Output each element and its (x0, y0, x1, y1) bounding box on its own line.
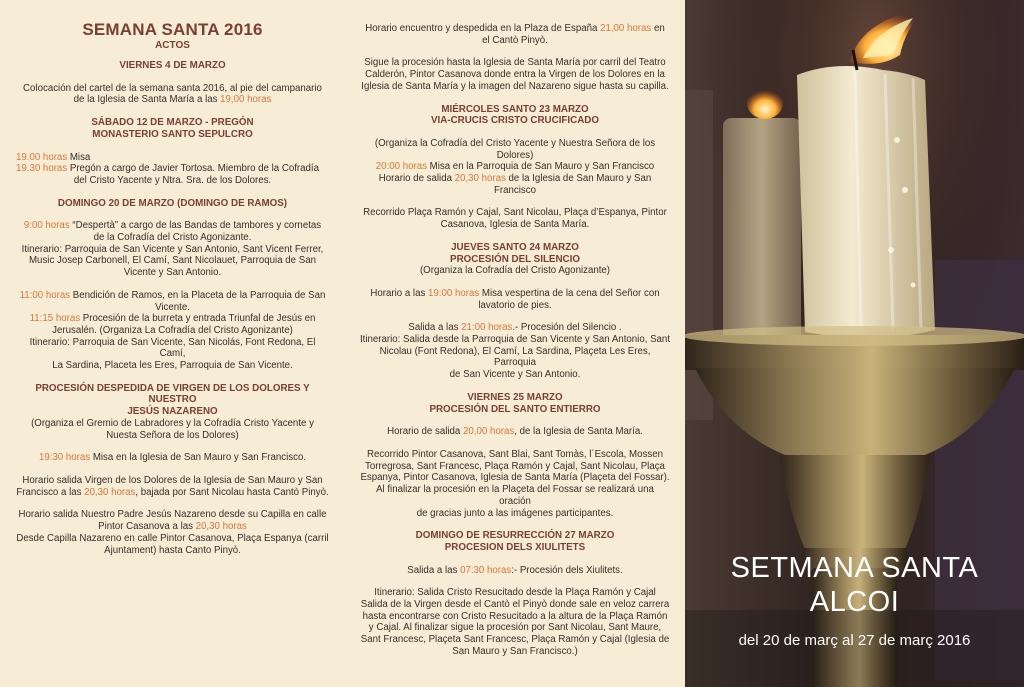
text-segment: .- Procesión del Silencio . (512, 322, 622, 334)
para-gap (359, 196, 671, 207)
event-paragraph (359, 288, 671, 311)
text-line (16, 337, 329, 360)
time-highlight: 19:30 horas (38, 452, 91, 464)
section-gap (359, 381, 671, 392)
text-line (359, 81, 671, 93)
event-heading: VIERNES 4 DE MARZO (119, 60, 226, 71)
text-line (16, 244, 329, 256)
text-line (359, 426, 671, 438)
text-segment: (Organiza el Gremio de Labradores y la Cofradía Cristo Yacente y (31, 417, 314, 429)
event-paragraph (359, 265, 671, 277)
event-heading: SÁBADO 12 DE MARZO - PREGÓN (91, 117, 254, 129)
event-paragraph (359, 565, 671, 577)
text-segment: Itinerario: Salida desde la Parroquia de San Vicente y San Antonio, Sant (359, 334, 671, 346)
time-highlight: 20,00 horas (463, 426, 515, 438)
photo-dates: del 20 de març al 27 de març 2016 (738, 632, 971, 649)
text-line (16, 83, 329, 95)
section-gap (359, 231, 671, 242)
event-section (16, 372, 329, 556)
text-line (359, 300, 671, 312)
event-paragraph (359, 23, 671, 46)
text-segment: lavatorio de pies. (478, 299, 552, 311)
event-heading: PROCESIÓN DESPEDIDA DE VIRGEN DE LOS DOLORES Y NUESTRO (35, 382, 310, 406)
text-segment: Misa en la Iglesia de San Mauro y San Francisco. (90, 452, 307, 464)
brochure-subtitle: ACTOS (155, 40, 190, 51)
event-section (359, 231, 671, 381)
text-line (359, 634, 671, 646)
text-segment: Casanova, Iglesia de Santa María. (440, 219, 590, 231)
text-segment: de San Vicente y San Antonio. (449, 369, 581, 381)
text-line (16, 521, 329, 533)
text-segment: Itinerario: Parroquia de San Vicente y San Antonio, Sant Vicent Ferrer, (21, 243, 324, 255)
para-gap (16, 464, 329, 475)
text-segment: Misa (67, 151, 91, 163)
text-line (359, 334, 671, 346)
text-line (359, 587, 671, 599)
text-segment: de la Iglesia de San Mauro y San Francisco (494, 173, 652, 196)
text-segment: Vicente. (155, 301, 190, 313)
event-paragraph (359, 57, 671, 92)
time-highlight: 19:00 horas (428, 287, 480, 299)
text-segment: y Cajal. Al finalizar sigue la procesión por Sant Nicolau, Sant Maure, (368, 622, 662, 634)
text-segment: del Cristo Yacente y Ntra. Sra. de los Dolores. (73, 174, 272, 186)
time-highlight: 9:00 horas (23, 220, 70, 232)
time-highlight: 19.30 horas (16, 163, 68, 175)
text-segment: Bendición de Ramos, en la Placeta de la Parroquia de San (70, 289, 326, 301)
para-gap (16, 141, 329, 152)
text-line (359, 138, 671, 161)
text-segment: Desde Capilla Nazareno en calle Pintor Casanova, Plaça Espanya (carril (16, 532, 329, 544)
event-section (359, 23, 671, 93)
text-segment: Nicolau (Font Redona), El Camí, La Sardina, Plaçeta Les Eres, Parroquia (379, 345, 651, 369)
text-segment: Procesión de la burreta y entrada Triunfal de Jesús en (80, 313, 316, 325)
text-segment: Recorrido Plaça Ramón y Cajal, Sant Nicolau, Plaça d’Espanya, Pintor (363, 207, 667, 219)
text-segment: “Despertà” a cargo de las Bandas de tambores y cornetas (69, 220, 322, 232)
text-line (16, 418, 329, 430)
text-segment: de la Iglesia de Santa María a las (73, 94, 221, 106)
para-gap (359, 415, 671, 426)
text-line (16, 94, 329, 106)
event-paragraph (16, 452, 329, 464)
text-line (359, 219, 671, 231)
text-line (16, 452, 329, 464)
event-paragraph (359, 587, 671, 657)
text-line (16, 302, 329, 314)
text-segment: (Organiza la Cofradía del Cristo Agonizante) (419, 265, 611, 277)
middle-sections (359, 23, 671, 658)
section-gap (16, 106, 329, 117)
text-line (359, 35, 671, 47)
para-gap (359, 576, 671, 587)
event-paragraph (359, 322, 671, 381)
photo-title-line1: SETMANA SANTA (730, 552, 979, 584)
para-gap (359, 277, 671, 288)
text-line (359, 173, 671, 196)
event-heading: MONASTERIO SANTO SEPULCRO (92, 128, 253, 140)
text-segment: Horario a las (370, 287, 429, 299)
text-segment: Vicente y San Antonio. (123, 267, 222, 279)
text-line (16, 475, 329, 487)
middle-column (343, 0, 685, 687)
text-line (16, 360, 329, 372)
section-gap (16, 372, 329, 383)
event-paragraph (16, 175, 329, 187)
event-section (359, 381, 671, 519)
text-segment: Salida a las (408, 322, 462, 334)
text-line (359, 207, 671, 219)
event-paragraph (16, 83, 329, 106)
time-highlight: 11:15 horas (29, 313, 81, 325)
text-segment: hasta encontrarse con Cristo Resucitado a la altura de la Plaça Ramón (362, 610, 668, 622)
text-line (359, 57, 671, 69)
text-segment: :- Procesión dels Xiulitets. (511, 564, 623, 576)
event-paragraph (16, 290, 329, 372)
text-line (16, 430, 329, 442)
para-gap (359, 554, 671, 565)
event-heading: DOMINGO DE RESURRECCIÓN 27 MARZO (415, 530, 615, 542)
candle-photo (685, 0, 1024, 687)
text-line (16, 313, 329, 325)
text-segment: Sant Francesc, Plaçeta Sant Francesc, Plaça Ramón y Cajal (Iglesia de (360, 634, 670, 646)
text-segment: en (651, 23, 665, 34)
text-segment: Ajuntament) hasta Canto Pinyò. (104, 544, 241, 556)
event-paragraph (359, 449, 671, 519)
event-heading: DOMINGO 20 DE MARZO (DOMINGO DE RAMOS) (57, 197, 288, 209)
text-segment: Horario encuentro y despedida en la Plaza de España (365, 23, 601, 34)
event-section (359, 519, 671, 657)
text-line (359, 161, 671, 173)
text-line (359, 565, 671, 577)
text-segment: Misa vespertina de la cena del Señor con (479, 287, 660, 299)
event-paragraph (359, 426, 671, 438)
para-gap (359, 46, 671, 57)
text-segment: Pregón a cargo de Javier Tortosa. Miembro de la Cofradía (67, 163, 319, 175)
time-highlight: 21:00 horas (461, 322, 513, 334)
text-segment: Sigue la procesión hasta la Iglesia de Santa María por carril del Teatro (364, 57, 666, 69)
time-highlight: 11:00 horas (19, 289, 71, 301)
text-line (359, 346, 671, 369)
text-line (359, 449, 671, 461)
time-highlight: 19,00 horas (220, 94, 272, 106)
section-gap (359, 519, 671, 530)
time-highlight: 20,30 horas (195, 521, 247, 533)
text-line (359, 472, 671, 484)
left-column (0, 0, 343, 687)
text-segment: Colocación del cartel de la semana santa 2016, al pie del campanario (23, 82, 322, 94)
text-line (16, 220, 329, 232)
text-segment: Pintor Casanova a las (98, 521, 196, 533)
event-heading: VIERNES 25 MARZO (467, 391, 563, 403)
text-segment: Iglesia de Santa María y la imagen del Nazareno sigue hasta su capilla. (361, 80, 669, 92)
text-line (359, 265, 671, 277)
event-paragraph (359, 207, 671, 230)
time-highlight: 07:30 horas (460, 564, 512, 576)
text-segment: Salida a las (407, 564, 461, 576)
time-highlight: 19.00 horas (16, 151, 68, 163)
event-heading: JESÚS NAZARENO (127, 406, 218, 418)
event-heading: PROCESIÓN DEL SANTO ENTIERRO (429, 403, 601, 415)
text-segment: Calderón, Pintor Casanova donde entra la Virgen de los Dolores en la (365, 69, 665, 81)
text-segment: el Cantò Pinyò. (482, 34, 548, 46)
text-line (16, 509, 329, 521)
left-sections (16, 60, 329, 556)
text-line (359, 646, 671, 658)
text-segment: de gracias junto a las imágenes participantes. (416, 507, 614, 519)
text-segment: Torregrosa, Sant Francesc, Plaça Ramón y Cajal, Sant Nicolau, Plaça (365, 460, 665, 472)
para-gap (359, 127, 671, 138)
text-segment: Itinerario: Parroquia de San Vicente, San Nicolás, Font Redona, El Camí, (29, 336, 316, 360)
text-line (359, 322, 671, 334)
text-segment: Salida de la Virgen desde el Cantò el Pinyò donde sale en veloz carrera (360, 599, 670, 611)
text-segment: Horario salida Virgen de los Dolores de la Iglesia de San Mauro y San (22, 474, 323, 486)
text-line (16, 545, 329, 557)
text-line (359, 599, 671, 611)
event-paragraph (16, 475, 329, 498)
text-segment: Recorrido Pintor Casanova, Sant Blai, Sant Tomàs, l´Escola, Mossen (367, 448, 663, 460)
event-paragraph (16, 509, 329, 556)
text-line (359, 622, 671, 634)
text-line (16, 325, 329, 337)
text-segment: , bajada por Sant Nicolau hasta Cantò Pinyò. (135, 486, 329, 498)
event-paragraph (16, 152, 329, 175)
event-section (359, 93, 671, 231)
para-gap (16, 441, 329, 452)
text-line (16, 533, 329, 545)
text-segment: La Sardina, Placeta les Eres, Parroquia de San Vicente. (52, 360, 293, 372)
text-segment: Espanya, Pintor Casanova, Iglesia de Santa María (Plaçeta del Fossar). (360, 472, 670, 484)
text-segment: Jerusalén. (Organiza La Cofradía del Cristo Agonizante) (52, 324, 293, 336)
event-heading: PROCESIÓN DEL SILENCIO (450, 253, 580, 265)
text-line (359, 288, 671, 300)
text-segment: Itinerario: Salida Cristo Resucitado desde la Plaça Ramón y Cajal (374, 587, 656, 599)
text-line (16, 255, 329, 267)
text-line (359, 23, 671, 35)
text-segment: de la Cofradía del Cristo Agonizante. (93, 232, 252, 244)
text-segment: Al finalizar la procesión en la Plaçeta del Fossar se realizará una oración (376, 484, 654, 507)
para-gap (16, 72, 329, 83)
text-segment: Francisco a las (16, 486, 85, 498)
text-segment: Horario de salida (387, 426, 464, 438)
brochure-title: SEMANA SANTA 2016 (82, 20, 263, 39)
time-highlight: 20,30 horas (84, 486, 136, 498)
text-line (16, 175, 329, 187)
text-segment: Horario de salida (378, 173, 455, 185)
para-gap (359, 438, 671, 449)
para-gap (16, 498, 329, 509)
event-heading: PROCESION DELS XIULITETS (444, 541, 586, 553)
text-line (16, 290, 329, 302)
text-line (359, 611, 671, 623)
event-section (16, 106, 329, 187)
para-gap (16, 209, 329, 220)
text-segment: Horario salida Nuestro Padre Jesús Nazareno desde su Capilla en calle (18, 509, 327, 521)
text-segment: San Mauro y San Francisco.) (452, 645, 578, 657)
text-segment: Misa en la Parroquia de San Mauro y San Francisco (426, 161, 655, 173)
text-segment: , de la Iglesia de Santa María. (514, 426, 643, 438)
time-highlight: 20:00 horas (375, 161, 427, 173)
para-gap (16, 279, 329, 290)
text-line (16, 232, 329, 244)
text-line (359, 369, 671, 381)
event-paragraph (359, 138, 671, 197)
text-line (359, 69, 671, 81)
section-gap (359, 93, 671, 104)
text-line (16, 163, 329, 175)
text-line (359, 461, 671, 473)
event-heading: JUEVES SANTO 24 MARZO (451, 241, 579, 253)
text-line (16, 152, 329, 164)
text-segment: Music Josep Carbonell, El Camí, Sant Nicolauet, Parroquia de San (28, 255, 316, 267)
event-heading: VIA-CRUCIS CRISTO CRUCIFICADO (430, 115, 599, 127)
event-paragraph (16, 418, 329, 441)
text-line (359, 484, 671, 507)
event-section (16, 187, 329, 372)
text-line (359, 508, 671, 520)
event-paragraph (16, 220, 329, 279)
event-heading: MIÉRCOLES SANTO 23 MARZO (441, 103, 589, 115)
event-section (16, 60, 329, 106)
text-line (16, 267, 329, 279)
time-highlight: 20,30 horas (454, 173, 506, 185)
section-gap (16, 187, 329, 198)
text-segment: Nuesta Señora de los Dolores) (106, 429, 239, 441)
text-line (16, 487, 329, 499)
photo-title-line2: ALCOI (809, 586, 900, 618)
text-segment: (Organiza la Cofradía del Cristo Yacente y Nuestra Señora de los Dolores) (374, 137, 656, 161)
para-gap (359, 311, 671, 322)
time-highlight: 21,00 horas (600, 23, 652, 34)
